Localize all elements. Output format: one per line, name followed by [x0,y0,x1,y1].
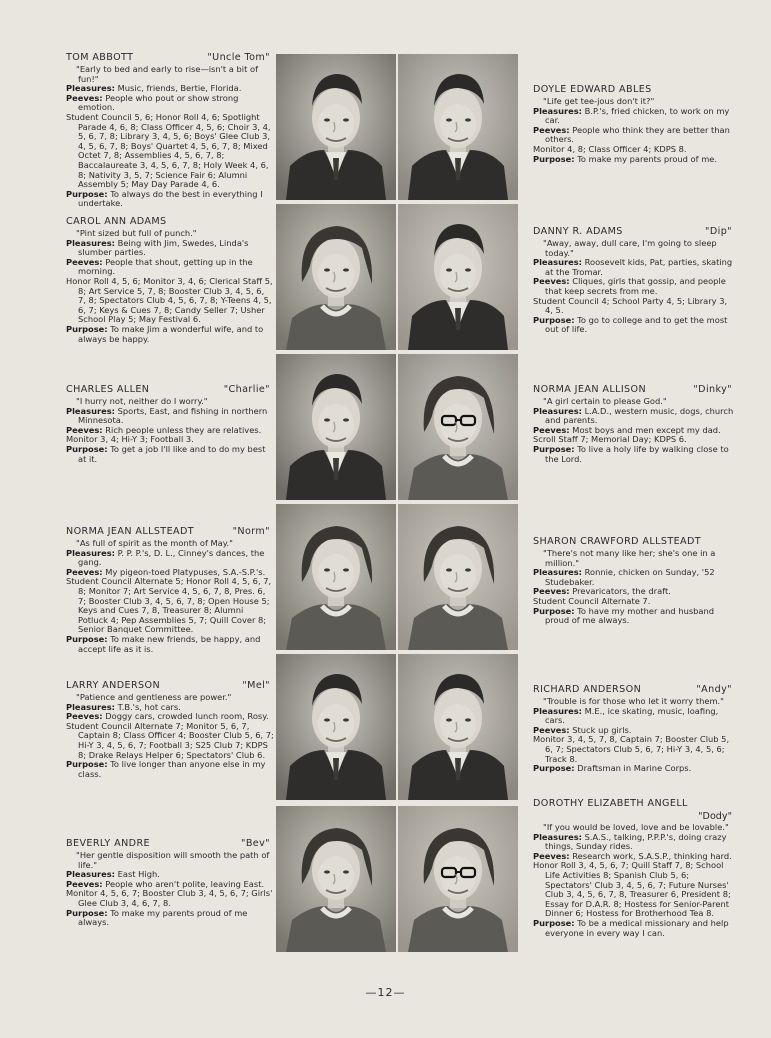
peeves-line [66,258,274,277]
pleasures-text: Roosevelt kids, Pat, parties, skating at the Tromar. [545,257,733,277]
student-entry [66,52,274,209]
purpose-line [66,325,274,344]
student-entry [533,384,736,464]
page-number: —12— [365,986,406,999]
peeves-label: Peeves: [66,92,103,103]
purpose-label: Purpose: [66,907,108,918]
student-portrait-photo [276,504,396,650]
student-portrait-photo [398,204,518,350]
peeves-text: People who pout or show strong emotion. [78,92,239,113]
peeves-label: Peeves: [66,878,103,889]
pleasures-line [533,107,736,126]
purpose-label: Purpose: [66,188,108,199]
peeves-text: Research work, S.A.S.P., thinking hard. [572,850,732,861]
pleasures-label: Pleasures: [533,705,582,716]
pleasures-label: Pleasures: [533,257,582,268]
student-name: DANNY R. ADAMS [533,226,623,237]
peeves-label: Peeves: [533,586,570,597]
pleasures-text: T.B.'s, hot cars. [117,701,181,712]
pleasures-line [66,239,274,258]
peeves-text: Cliques, girls that gossip, and people that keep secrets from me. [545,276,726,296]
purpose-line [66,190,274,209]
purpose-text: To have my mother and husband proud of me always. [545,605,715,626]
student-nickname: "Bev" [241,838,270,849]
purpose-line [533,607,736,626]
pleasures-text: Music, friends, Bertie, Florida. [117,83,242,94]
peeves-text: Stuck up girls. [572,724,632,735]
purpose-line [66,909,274,928]
student-portrait-photo [398,654,518,800]
purpose-text: To make new friends, be happy, and accept life as it is. [78,633,261,654]
pleasures-line [533,568,736,587]
student-name: LARRY ANDERSON [66,680,161,691]
activities-text: Monitor 3, 4; Hi-Y 3; Football 3. [66,434,194,445]
student-quote: "There's not many like her; she's one in a million." [543,548,716,568]
activities-text: Monitor 4, 8; Class Officer 4; KDPS 8. [533,143,687,154]
peeves-text: People who aren't polite, leaving East. [105,878,265,889]
student-name: DOROTHY ELIZABETH ANGELL [533,798,688,809]
student-portrait-photo [276,654,396,800]
student-quote: "Life get tee-jous don't it?" [543,96,655,106]
student-nickname: "Norm" [232,526,270,537]
student-entry [533,798,736,938]
purpose-text: To live a holy life by walking close to the Lord. [545,443,729,464]
peeves-label: Peeves: [66,711,103,722]
activities-text: Student Council 4; School Party 4, 5; Library 3, 4, 5. [533,295,728,316]
peeves-line [533,277,736,296]
activities-text: Student Council Alternate 7; Monitor 5, 6, 7, Captain 8; Class Officer 4; Booster Club 5, 6, 7; Hi-Y 3, 4, 5, 6, 7; Football 3; S25 Club 7; KDPS 8; Drake Relays Helper 6; Spectators' Club 6. [66,720,274,760]
pleasures-text: Sports, East, and fishing in northern Minnesota. [78,405,268,426]
student-entry [533,536,736,626]
pleasures-text: Being with Jim, Swedes, Linda's slumber parties. [78,237,249,258]
activities-text: Scroll Staff 7; Memorial Day; KDPS 6. [533,434,687,445]
purpose-label: Purpose: [533,917,575,928]
student-quote: "Away, away, dull care, I'm going to sleep today." [543,238,717,258]
student-entry [66,216,274,344]
student-portrait-photo [276,354,396,500]
pleasures-text: Ronnie, chicken on Sunday, '52 Studebaker. [545,567,715,587]
student-quote: "Her gentle disposition will smooth the path of life." [76,850,270,870]
pleasures-label: Pleasures: [533,567,582,578]
student-name: NORMA JEAN ALLISON [533,384,647,395]
peeves-label: Peeves: [533,850,570,861]
pleasures-label: Pleasures: [66,237,115,248]
peeves-line [66,94,274,113]
student-entry [533,226,736,335]
student-nickname: "Dinky" [693,384,732,395]
purpose-text: To make my parents proud of me always. [78,907,248,928]
peeves-label: Peeves: [533,124,570,135]
student-name: CAROL ANN ADAMS [66,216,167,227]
peeves-text: Most boys and men except my dad. [572,424,721,435]
pleasures-text: P. P. P.'s, D. L., Cinney's dances, the gang. [78,547,265,568]
purpose-label: Purpose: [66,323,108,334]
pleasures-label: Pleasures: [66,701,115,712]
student-portrait-photo [276,54,396,200]
activities-text: Student Council Alternate 5; Honor Roll 4, 5, 6, 7, 8; Monitor 7; Art Service 4, 5, 6, 7, 8, Pres. 6, 7; Booster Club 3, 4, 5, 6, 7, 8; Open House 5; Keys and Cues 7, 8, Treasurer 8; Alumni Potluck 4; Pep Assemblies 5, 7; Quill Cover 8; Senior Banquet Committee. [66,576,272,635]
student-quote: "If you would be loved, love and be lovable." [543,822,729,832]
student-portrait-photo [398,504,518,650]
pleasures-label: Pleasures: [66,405,115,416]
peeves-label: Peeves: [66,566,103,577]
activities-text: Honor Roll 4, 5, 6; Monitor 3, 4, 6; Clerical Staff 5, 8; Art Service 5, 7, 8; Booster Club 3, 4, 5, 6, 7, 8; Spectators Club 4, 5, 6, 7, 8; Y-Teens 4, 5, 6, 7; Keys & Cues 7, 8; Candy Seller 7; Usher School Play 5; May Festival 6. [66,275,273,325]
student-name: NORMA JEAN ALLSTEADT [66,526,195,537]
activities-text: Monitor 4, 5, 6, 7; Booster Club 3, 4, 5, 6, 7; Girls' Glee Club 3, 4, 6, 7, 8. [66,888,273,908]
peeves-label: Peeves: [533,424,570,435]
student-entry [533,84,736,164]
pleasures-line [533,258,736,277]
peeves-line [533,126,736,145]
student-portrait-photo [276,806,396,952]
student-nickname: "Andy" [696,684,732,695]
student-nickname: "Mel" [242,680,270,691]
purpose-line [533,764,736,774]
purpose-text: To live longer than anyone else in my class. [78,759,266,779]
activities-text: Student Council 5, 6; Honor Roll 4, 6; Spotlight Parade 4, 6, 8; Class Officer 4, 5, 6; Choir 3, 4, 5, 6, 7, 8; Library 3, 4, 5, 6; Boys' Glee Club 3, 4, 5, 6, 7, 8; Boys' Quartet 4, 5, 6, 7, 8; Mixed Octet 7, 8; Assemblies 4, 5, 6, 7, 8; Baccalaureate 3, 4, 5, 6, 7, 8; Holy Week 4, 6, 8; Nativity 3, 5, 7; Science Fair 6; Alumni Assembly 5; May Day Parade 4, 6. [66,111,271,190]
purpose-text: To make my parents proud of me. [577,153,718,164]
peeves-text: People who think they are better than others. [545,124,730,145]
pleasures-text: B.P.'s, fried chicken, to work on my car. [545,105,730,126]
student-name: RICHARD ANDERSON [533,684,642,695]
student-entry [66,526,274,654]
pleasures-text: L.A.D., western music, dogs, church and parents. [545,405,734,426]
activities-text: Honor Roll 3, 4, 5, 6, 7; Quill Staff 7, 8; School Life Activities 8; Spanish Club 5, 6; Spectators' Club 3, 4, 5, 6, 7; Future Nurses' Club 3, 4, 5, 6, 7, 8, Treasurer 6, President 8; Essay for D.A.R. 8; Hostess for Senior-Parent Dinner 6; Hostess for Brotherhood Tea 8. [533,860,731,919]
purpose-label: Purpose: [66,443,108,454]
peeves-label: Peeves: [533,724,570,735]
peeves-text: Rich people unless they are relatives. [105,424,262,435]
student-entry [66,384,274,464]
pleasures-label: Pleasures: [533,831,582,842]
purpose-line [533,155,736,165]
peeves-text: Doggy cars, crowded lunch room, Rosy. [105,711,269,722]
student-quote: "Early to bed and early to rise—isn't a bit of fun!" [76,64,258,84]
pleasures-line [533,707,736,726]
student-nickname: "Dip" [705,226,732,237]
purpose-label: Purpose: [533,153,575,164]
student-nickname: "Uncle Tom" [207,52,270,63]
student-quote: "Trouble is for those who let it worry them." [543,696,724,706]
student-nickname: "Dody" [698,811,732,822]
purpose-text: Draftsman in Marine Corps. [577,763,692,774]
student-name: CHARLES ALLEN [66,384,150,395]
peeves-text: Prevaricators, the draft. [572,586,671,597]
pleasures-line [533,833,736,852]
purpose-text: To be a medical missionary and help everyone in every way I can. [545,917,729,938]
pleasures-text: M.E., ice skating, music, loafing, cars. [545,705,719,726]
peeves-label: Peeves: [66,424,103,435]
student-quote: "I hurry not, neither do I worry." [76,396,208,406]
purpose-line [66,760,274,779]
pleasures-label: Pleasures: [533,105,582,116]
student-name: DOYLE EDWARD ABLES [533,84,652,95]
student-portrait-photo [398,806,518,952]
student-entry [533,684,736,774]
activities-text: Student Council Alternate 7. [533,595,651,606]
student-quote: "As full of spirit as the month of May." [76,538,233,548]
pleasures-text: S.A.S., talking, P.P.P.'s, doing crazy things, Sunday rides. [545,831,727,852]
purpose-text: To go to college and to get the most out of life. [545,314,728,335]
student-quote: "Patience and gentleness are power." [76,692,232,702]
peeves-label: Peeves: [533,276,570,287]
student-entry [66,680,274,779]
student-name: TOM ABBOTT [66,52,134,63]
pleasures-line [66,407,274,426]
pleasures-line [533,407,736,426]
pleasures-label: Pleasures: [66,83,115,94]
purpose-line [533,919,736,938]
student-entry [66,838,274,928]
purpose-label: Purpose: [533,443,575,454]
purpose-label: Purpose: [533,314,575,325]
pleasures-label: Pleasures: [533,405,582,416]
pleasures-label: Pleasures: [66,547,115,558]
peeves-text: People that shout, getting up in the morning. [78,256,253,277]
purpose-label: Purpose: [533,763,575,774]
purpose-line [66,635,274,654]
purpose-text: To get a job I'll like and to do my best at it. [78,443,266,464]
peeves-text: My pigeon-toed Platypuses, S.A.-S.P.'s. [105,566,266,577]
student-nickname: "Charlie" [223,384,270,395]
purpose-label: Purpose: [66,633,108,644]
purpose-line [66,445,274,464]
purpose-label: Purpose: [533,605,575,616]
pleasures-label: Pleasures: [66,869,115,880]
peeves-label: Peeves: [66,256,103,267]
student-name: SHARON CRAWFORD ALLSTEADT [533,536,702,547]
purpose-label: Purpose: [66,759,108,770]
activities-text: Monitor 3, 4, 5, 7, 8, Captain 7; Booster Club 5, 6, 7; Spectators Club 5, 6, 7; Hi-Y 3, 4, 5, 6; Track 8. [533,734,730,764]
purpose-text: To always do the best in everything I undertake. [78,188,263,209]
purpose-text: To make Jim a wonderful wife, and to always be happy. [78,323,264,344]
purpose-line [533,445,736,464]
purpose-line [533,316,736,335]
student-portrait-photo [398,354,518,500]
student-portrait-photo [398,54,518,200]
pleasures-text: East High. [117,869,160,880]
pleasures-line [66,549,274,568]
student-name: BEVERLY ANDRE [66,838,150,849]
student-portrait-photo [276,204,396,350]
student-quote: "Pint sized but full of punch." [76,228,197,238]
student-quote: "A girl certain to please God." [543,396,667,406]
